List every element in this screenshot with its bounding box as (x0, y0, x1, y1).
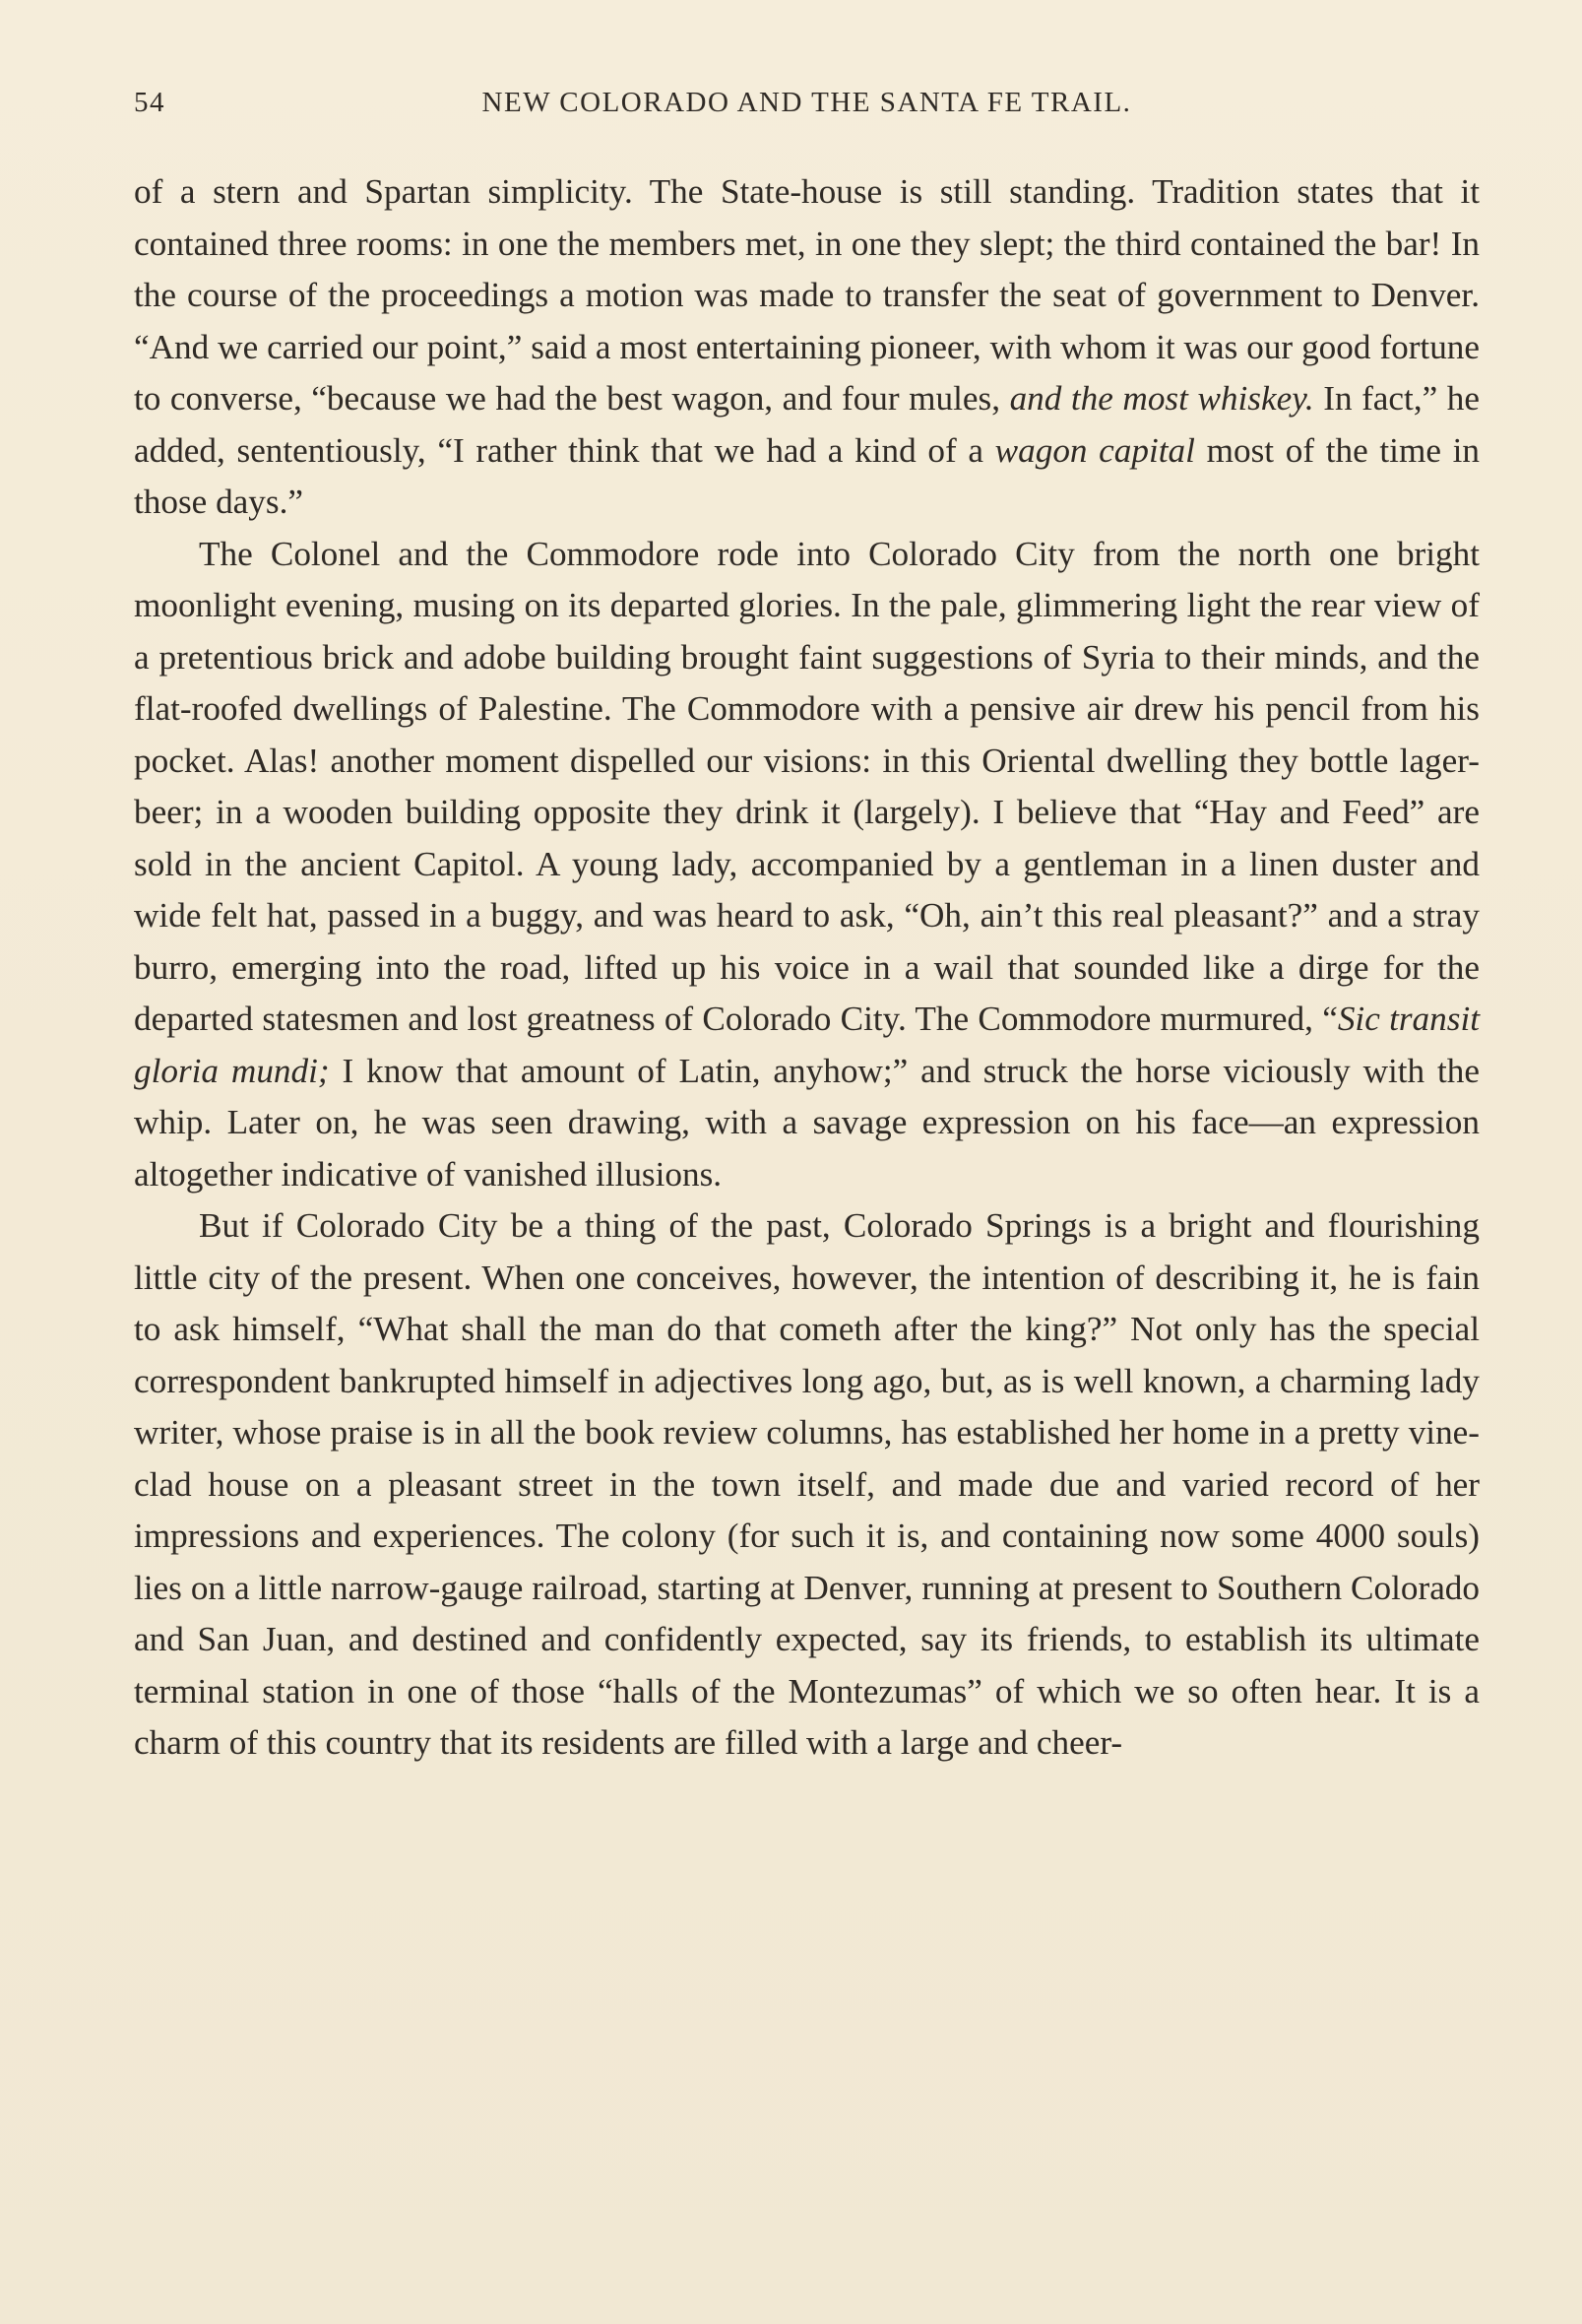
paragraph-2 (134, 529, 1480, 1201)
paragraph-1-text-1: of a stern and Spartan simplicity. The State-house is still standing. Tradition states that it contained three rooms: in one the members met, in one they slept; the third contained the bar! In the course of the proceedings a motion was made to transfer the seat of government to Denver. “And we carried our point,” said a most entertaining pioneer, with whom it was our good fortune to converse, “because we had the best wagon, and four mules, (134, 172, 1480, 418)
body-text (134, 166, 1480, 1770)
page-number: 54 (134, 87, 165, 118)
paragraph-3 (134, 1200, 1480, 1770)
paragraph-1 (134, 166, 1480, 529)
running-title: NEW COLORADO AND THE SANTA FE TRAIL. (481, 87, 1132, 118)
paragraph-1-text-3: most of the time in those days.” (134, 430, 1480, 521)
paragraph-1-italic-2: wagon capital (994, 430, 1195, 470)
paragraph-2-italic-1: Sic transit gloria mundi; (134, 1000, 1480, 1090)
paragraph-1-text-2: In fact,” he added, sententiously, “I rather think that we had a kind of a (134, 379, 1480, 470)
paragraph-2-text-2: I know that amount of Latin, anyhow;” and struck the horse viciously with the whip. Later on, he was seen drawing, with a savage expression on his face—an expression altogether indicative of vanished illusions. (134, 1051, 1480, 1194)
paragraph-1-italic-1: and the most whiskey. (1009, 379, 1314, 418)
paragraph-2-text-1: The Colonel and the Commodore rode into Colorado City from the north one bright moonlight evening, musing on its departed glories. In the pale, glimmering light the rear view of a pretentious brick and adobe building brought faint suggestions of Syria to their minds, and the flat-roofed dwellings of Palestine. The Commodore with a pensive air drew his pencil from his pocket. Alas! another moment dispelled our visions: in this Oriental dwelling they bottle lager-beer; in a wooden building opposite they drink it (largely). I believe that “Hay and Feed” are sold in the ancient Capitol. A young lady, accompanied by a gentleman in a linen duster and wide felt hat, passed in a buggy, and was heard to ask, “Oh, ain’t this real pleasant?” and a stray burro, emerging into the road, lifted up his voice in a wail that sounded like a dirge for the departed statesmen and lost greatness of Colorado City. The Commodore murmured, “ (134, 534, 1480, 1038)
page-header (134, 87, 1480, 130)
paragraph-3-text-1: But if Colorado City be a thing of the past, Colorado Springs is a bright and flourishing little city of the present. When one conceives, however, the intention of describing it, he is fain to ask himself, “What shall the man do that cometh after the king?” Not only has the special correspondent bankrupted himself in adjectives long ago, but, as is well known, a charming lady writer, whose praise is in all the book review columns, has established her home in a pretty vine-clad house on a pleasant street in the town itself, and made due and varied record of her impressions and experiences. The colony (for such it is, and containing now some 4000 souls) lies on a little narrow-gauge railroad, starting at Denver, running at present to Southern Colorado and San Juan, and destined and confidently expected, say its friends, to establish its ultimate terminal station in one of those “halls of the Montezumas” of which we so often hear. It is a charm of this country that its residents are filled with a large and cheer- (134, 1206, 1480, 1762)
